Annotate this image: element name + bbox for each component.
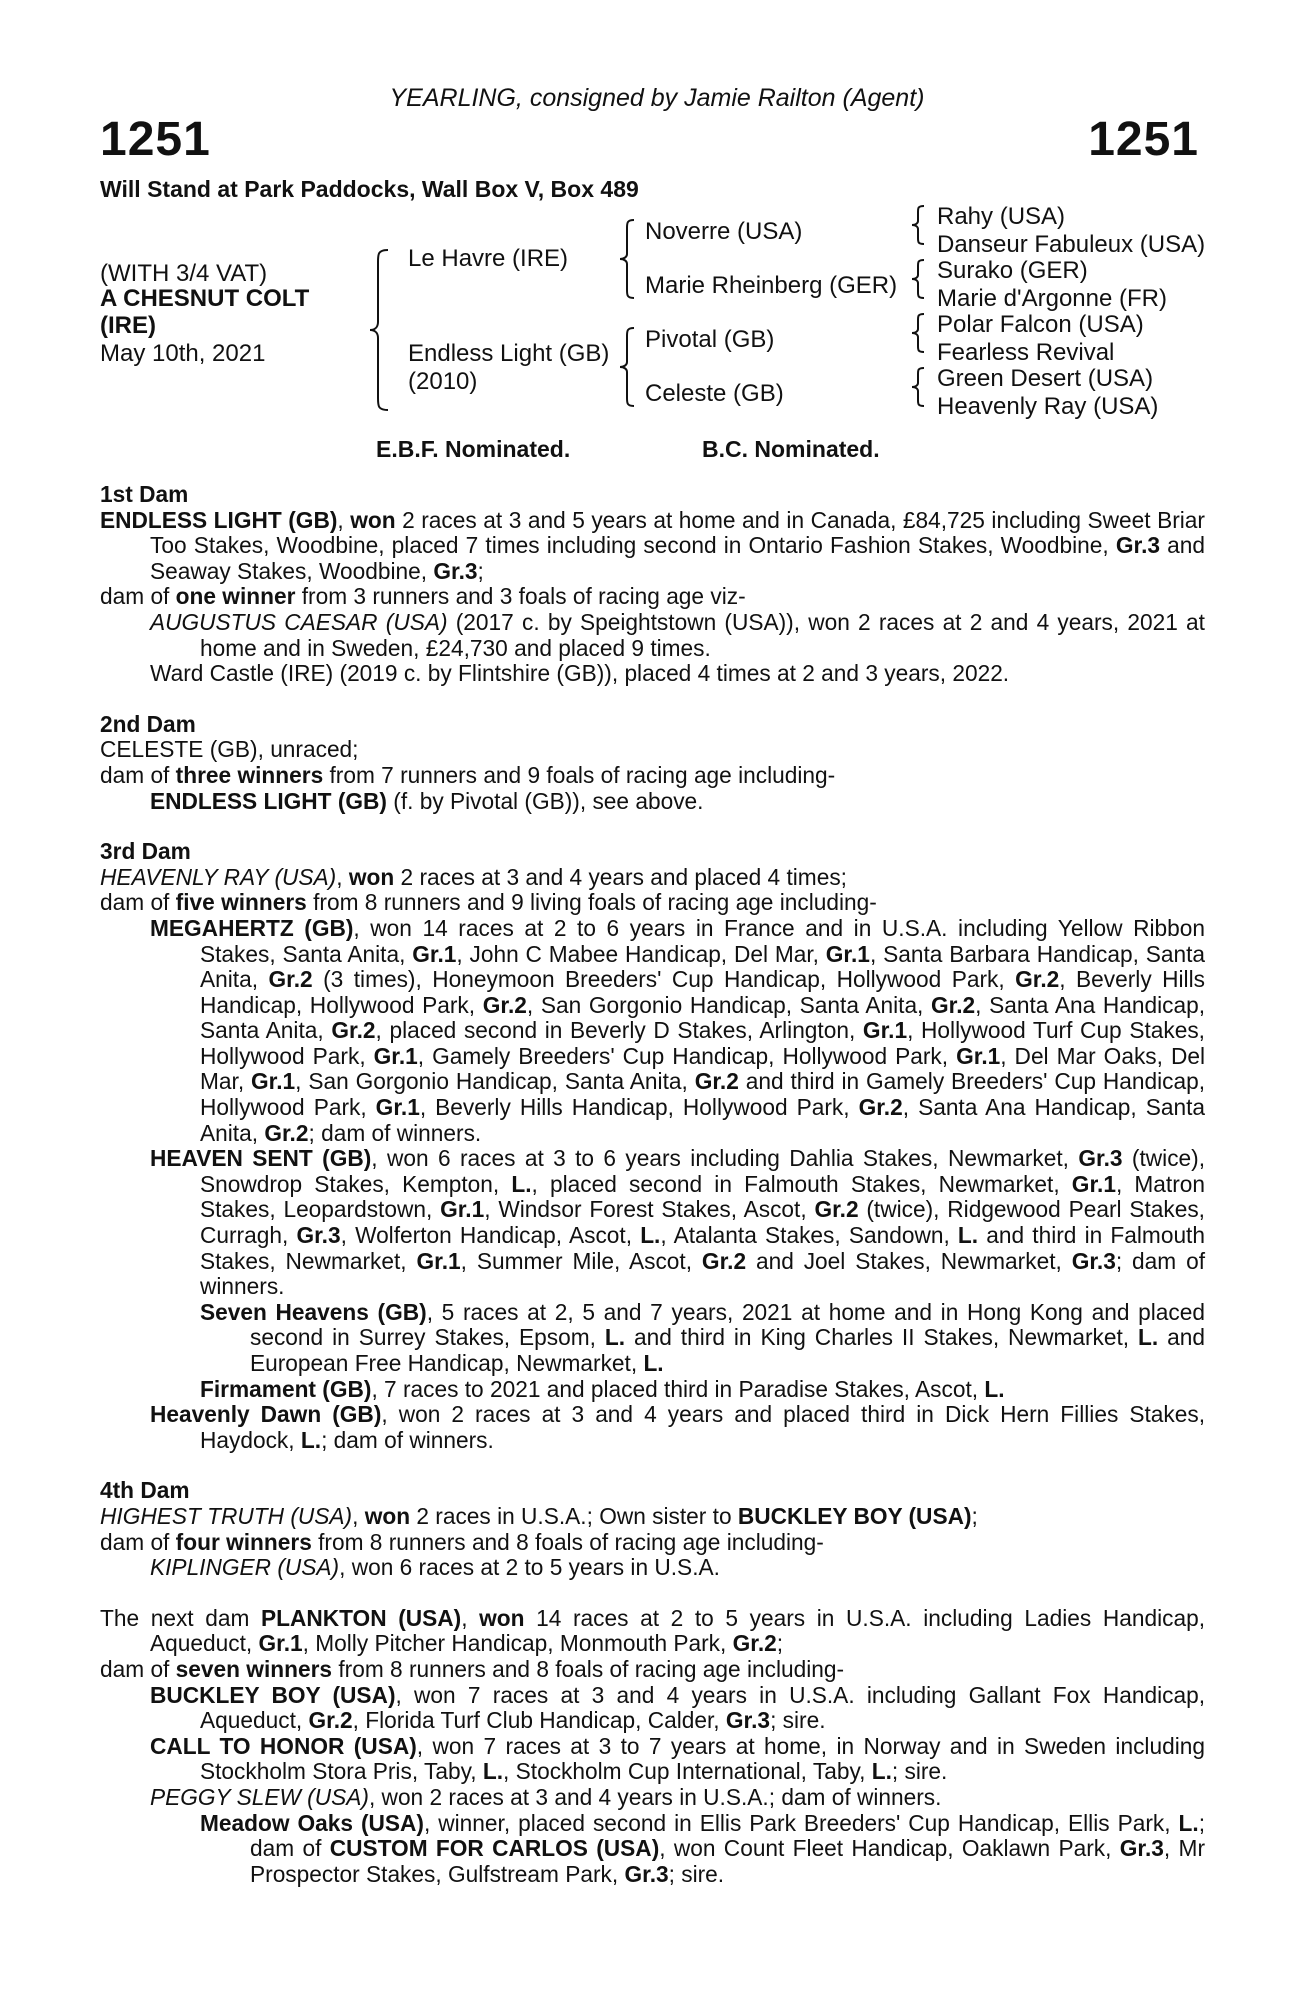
- text-run: (f. by Pivotal (GB)), see above.: [386, 787, 704, 814]
- text-run: and third in Falmouth Stakes, Newmarket,: [200, 1222, 1205, 1274]
- pedigree-gg8: Heavenly Ray (USA): [937, 393, 1159, 420]
- bc-nomination: B.C. Nominated.: [702, 436, 880, 462]
- bold-text-run: Gr.3: [1115, 532, 1160, 559]
- text-run: (twice), Ridgewood Pearl Stakes, Curragh,: [200, 1196, 1205, 1249]
- text-run: , Gamely Breeders' Cup Handicap, Hollywood Park,: [417, 1042, 957, 1069]
- text-run: ,: [352, 1502, 365, 1529]
- italic-text-run: AUGUSTUS CAESAR (USA): [150, 608, 448, 635]
- pedigree-brace-g1: [910, 204, 926, 246]
- bold-text-run: Heavenly Dawn (GB): [150, 1401, 382, 1428]
- text-run: , Santa Barbara Handicap, Santa Anita,: [200, 940, 1206, 993]
- text-run: , Santa Ana Handicap, Santa Anita,: [200, 1094, 1205, 1146]
- bold-text-run: Gr.3: [1078, 1145, 1123, 1172]
- lot-number-left: 1251: [100, 113, 211, 166]
- pedigree-dam-year: (2010): [408, 368, 478, 395]
- text-run: from 3 runners and 3 foals of racing age viz-: [295, 583, 746, 610]
- first-dam-foal: [100, 610, 1205, 661]
- bold-text-run: four winners: [175, 1528, 312, 1555]
- text-run: dam of: [100, 761, 176, 788]
- text-run: (2017 c. by Speightstown (USA)), won 2 races at 2 and 4 years, 2021 at home and in Sweden, £24,730 and placed 9 times.: [200, 608, 1205, 661]
- bold-text-run: BUCKLEY BOY (USA): [737, 1502, 972, 1529]
- pedigree-brace-dam: [618, 326, 636, 408]
- lot-title-line2: (IRE): [100, 312, 156, 339]
- bold-text-run: L.: [1178, 1809, 1199, 1836]
- text-run: , Hollywood Turf Cup Stakes, Hollywood Park,: [200, 1017, 1205, 1069]
- text-run: , Molly Pitcher Handicap, Monmouth Park,: [302, 1630, 733, 1657]
- bold-text-run: L.: [511, 1170, 532, 1197]
- second-dam-produce-summary: [100, 763, 1205, 789]
- bold-text-run: Gr.3: [1071, 1247, 1116, 1274]
- pedigree-sire-sire: Noverre (USA): [645, 218, 803, 245]
- bold-text-run: Gr.1: [258, 1630, 303, 1657]
- bold-text-run: ENDLESS LIGHT (GB): [100, 506, 338, 533]
- bold-text-run: Gr.1: [440, 1196, 485, 1223]
- text-run: and third in Gamely Breeders' Cup Handicap, Hollywood Park,: [200, 1068, 1205, 1121]
- text-run: CELESTE (GB), unraced;: [100, 736, 359, 763]
- italic-text-run: PEGGY SLEW (USA): [150, 1783, 369, 1810]
- next-dam-foal: [100, 1683, 1205, 1734]
- fourth-dam-produce-summary: [100, 1530, 1205, 1556]
- bold-text-run: L.: [300, 1426, 322, 1453]
- pedigree-gg1: Rahy (USA): [937, 203, 1066, 230]
- text-run: ; dam of winners.: [200, 1247, 1206, 1300]
- pedigree-gg3: Surako (GER): [937, 257, 1088, 284]
- text-run: 2 races at 3 and 4 years and placed 4 times;: [394, 863, 847, 890]
- text-run: , Beverly Hills Handicap, Hollywood Park,: [419, 1094, 859, 1121]
- bold-text-run: L.: [871, 1758, 892, 1785]
- bold-text-run: Gr.1: [1071, 1170, 1116, 1197]
- first-dam-foal: [100, 661, 1205, 687]
- bold-text-run: Gr.1: [825, 940, 870, 967]
- bold-text-run: Gr.1: [375, 1094, 420, 1121]
- bold-text-run: Gr.3: [433, 557, 478, 584]
- bold-text-run: Gr.2: [482, 991, 527, 1018]
- text-run: ; sire.: [668, 1860, 725, 1887]
- pedigree-sire: Le Havre (IRE): [408, 245, 569, 272]
- pedigree-sire-dam: Marie Rheinberg (GER): [645, 272, 898, 299]
- ebf-nomination: E.B.F. Nominated.: [376, 436, 571, 462]
- text-run: and European Free Handicap, Newmarket,: [250, 1324, 1205, 1376]
- bold-text-run: Gr.3: [624, 1860, 669, 1887]
- bold-text-run: won: [350, 506, 396, 533]
- third-dam-foal: [100, 1402, 1205, 1453]
- foaling-date: May 10th, 2021: [100, 340, 266, 367]
- text-run: and Seaway Stakes, Woodbine,: [150, 532, 1205, 584]
- third-dam-section: [100, 839, 1205, 1453]
- bold-text-run: won: [348, 863, 395, 890]
- text-run: ; dam of winners.: [321, 1426, 494, 1453]
- pedigree-brace-sire: [618, 218, 636, 300]
- next-dam-record: [100, 1606, 1205, 1657]
- text-run: 2 races at 3 and 5 years at home and in Canada, £84,725 including Sweet Briar Too Stakes, Woodbine, placed 7 times including second in Ontario Fashion Stakes, Woodbine,: [150, 506, 1205, 559]
- text-run: ;: [971, 1502, 978, 1529]
- lot-number-right: 1251: [1088, 113, 1199, 166]
- bold-text-run: CALL TO HONOR (USA): [150, 1732, 417, 1759]
- bold-text-run: Gr.2: [264, 1119, 309, 1146]
- bold-text-run: PLANKTON (USA): [260, 1604, 462, 1631]
- second-dam-record: [100, 737, 1205, 763]
- text-run: ;: [776, 1630, 784, 1657]
- text-run: , Atalanta Stakes, Sandown,: [660, 1222, 958, 1249]
- text-run: ,: [336, 863, 349, 890]
- text-run: , Stockholm Cup International, Taby,: [503, 1758, 872, 1785]
- bold-text-run: three winners: [175, 761, 324, 788]
- bold-text-run: Meadow Oaks (USA): [200, 1809, 424, 1836]
- next-dam-section: [100, 1606, 1205, 1888]
- bold-text-run: Firmament (GB): [200, 1375, 372, 1402]
- text-run: , Del Mar Oaks, Del Mar,: [200, 1042, 1205, 1095]
- text-run: , won 2 races at 3 and 4 years and placed third in Dick Hern Fillies Stakes, Haydock,: [200, 1401, 1205, 1453]
- text-run: , John C Mabee Handicap, Del Mar,: [456, 940, 826, 967]
- lot-title-line1: A CHESNUT COLT: [100, 285, 310, 312]
- bold-text-run: Gr.3: [1119, 1835, 1164, 1862]
- text-run: ,: [337, 506, 351, 533]
- second-dam-section: [100, 712, 1205, 814]
- bold-text-run: Gr.1: [373, 1042, 418, 1069]
- bold-text-run: L.: [640, 1222, 661, 1249]
- fourth-dam-section: [100, 1478, 1205, 1580]
- text-run: , placed second in Falmouth Stakes, Newmarket,: [531, 1170, 1072, 1197]
- bold-text-run: Gr.2: [331, 1017, 376, 1044]
- pedigree-gg6: Fearless Revival: [937, 339, 1115, 366]
- bold-text-run: one winner: [175, 583, 296, 610]
- fourth-dam-foal: [100, 1555, 1205, 1581]
- text-run: (twice), Snowdrop Stakes, Kempton,: [200, 1145, 1206, 1197]
- third-dam-foal: [100, 916, 1205, 1146]
- pedigree-dam-sire: Pivotal (GB): [645, 326, 775, 353]
- second-dam-heading: 2nd Dam: [100, 710, 196, 737]
- text-run: Ward Castle (IRE) (2019 c. by Flintshire (GB)), placed 4 times at 2 and 3 years, 2022.: [150, 660, 1010, 687]
- bold-text-run: HEAVEN SENT (GB): [150, 1145, 372, 1172]
- bold-text-run: Gr.3: [725, 1707, 771, 1734]
- catalogue-body: [100, 482, 1205, 1887]
- text-run: , won 6 races at 2 to 5 years in U.S.A.: [339, 1554, 720, 1581]
- text-run: dam of: [100, 1655, 176, 1682]
- text-run: ; dam of: [250, 1809, 1205, 1862]
- pedigree-brace-g2: [910, 258, 926, 300]
- bold-text-run: Gr.1: [251, 1068, 296, 1095]
- bold-text-run: Gr.3: [296, 1222, 341, 1249]
- bold-text-run: Gr.2: [1015, 966, 1060, 993]
- text-run: and Joel Stakes, Newmarket,: [746, 1247, 1072, 1274]
- bold-text-run: MEGAHERTZ (GB): [150, 914, 354, 941]
- text-run: from 8 runners and 9 living foals of racing age including-: [306, 889, 877, 916]
- first-dam-heading: 1st Dam: [100, 481, 189, 507]
- bold-text-run: Gr.2: [701, 1247, 747, 1274]
- bold-text-run: L.: [957, 1222, 979, 1249]
- next-dam-produce-summary: [100, 1657, 1205, 1683]
- fourth-dam-heading: 4th Dam: [100, 1477, 190, 1504]
- bold-text-run: ENDLESS LIGHT (GB): [150, 787, 387, 814]
- pedigree-brace-g3: [910, 312, 926, 354]
- bold-text-run: Gr.1: [862, 1017, 908, 1044]
- bold-text-run: CUSTOM FOR CARLOS (USA): [329, 1835, 660, 1862]
- third-dam-heading: 3rd Dam: [100, 838, 191, 865]
- text-run: , won 7 races at 3 to 7 years at home, in Norway and in Sweden including Stockholm Stora Pris, Taby,: [200, 1732, 1205, 1785]
- text-run: , Summer Mile, Ascot,: [460, 1247, 702, 1274]
- vat-note: (WITH 3/4 VAT): [100, 260, 268, 287]
- text-run: dam of: [100, 889, 176, 916]
- pedigree-dam: Endless Light (GB): [408, 340, 610, 367]
- text-run: dam of: [100, 1528, 176, 1555]
- pedigree-brace-main: [368, 248, 390, 412]
- text-run: (3 times), Honeymoon Breeders' Cup Handicap, Hollywood Park,: [312, 966, 1016, 993]
- text-run: ,: [461, 1604, 480, 1631]
- text-run: ; dam of winners.: [308, 1119, 482, 1146]
- third-dam-foal: [100, 1146, 1205, 1300]
- text-run: , won Count Fleet Handicap, Oaklawn Park,: [659, 1835, 1120, 1862]
- text-run: , Mr Prospector Stakes, Gulfstream Park,: [250, 1835, 1205, 1887]
- bold-text-run: L.: [643, 1350, 664, 1376]
- text-run: , Santa Ana Handicap, Santa Anita,: [200, 991, 1205, 1044]
- first-dam-produce-summary: [100, 584, 1205, 610]
- pedigree-dam-dam: Celeste (GB): [645, 380, 784, 407]
- next-dam-grandfoal: [100, 1811, 1205, 1888]
- bold-text-run: Gr.2: [308, 1707, 353, 1734]
- text-run: dam of: [100, 583, 176, 610]
- text-run: , 7 races to 2021 and placed third in Paradise Stakes, Ascot,: [371, 1375, 985, 1402]
- text-run: , won 2 races at 3 and 4 years in U.S.A.; dam of winners.: [368, 1783, 942, 1810]
- text-run: ;: [477, 557, 484, 584]
- second-dam-foal: [100, 789, 1205, 815]
- text-run: ; sire.: [770, 1707, 826, 1734]
- text-run: , placed second in Beverly D Stakes, Arlington,: [375, 1017, 863, 1044]
- bold-text-run: Gr.2: [732, 1630, 777, 1657]
- third-dam-record: [100, 865, 1205, 891]
- italic-text-run: HIGHEST TRUTH (USA): [100, 1502, 353, 1529]
- bold-text-run: Gr.2: [814, 1196, 859, 1223]
- bold-text-run: Gr.1: [412, 940, 457, 967]
- bold-text-run: five winners: [175, 889, 307, 916]
- italic-text-run: KIPLINGER (USA): [150, 1554, 340, 1581]
- text-run: , San Gorgonio Handicap, Santa Anita,: [295, 1068, 695, 1095]
- text-run: , Matron Stakes, Leopardstown,: [200, 1170, 1206, 1223]
- bold-text-run: won: [364, 1502, 411, 1529]
- text-run: from 7 runners and 9 foals of racing age including-: [323, 761, 836, 788]
- third-dam-grandfoal: [100, 1377, 1205, 1403]
- bold-text-run: Seven Heavens (GB): [200, 1298, 427, 1325]
- next-dam-foal: [100, 1734, 1205, 1785]
- text-run: The next dam: [100, 1604, 261, 1631]
- fourth-dam-record: [100, 1504, 1205, 1530]
- first-dam-section: [100, 482, 1205, 687]
- stable-location: Will Stand at Park Paddocks, Wall Box V, Box 489: [100, 176, 639, 202]
- text-run: ; sire.: [891, 1758, 948, 1785]
- third-dam-grandfoal: [100, 1300, 1205, 1377]
- italic-text-run: HEAVENLY RAY (USA): [100, 863, 337, 890]
- next-dam-foal: [100, 1785, 1205, 1811]
- pedigree-gg5: Polar Falcon (USA): [937, 311, 1144, 338]
- pedigree-gg2: Danseur Fabuleux (USA): [937, 231, 1206, 258]
- consignment-line: YEARLING, consigned by Jamie Railton (Agent): [389, 84, 925, 112]
- text-run: , San Gorgonio Handicap, Santa Anita,: [526, 991, 932, 1018]
- bold-text-run: won: [479, 1604, 525, 1631]
- text-run: , winner, placed second in Ellis Park Breeders' Cup Handicap, Ellis Park,: [423, 1809, 1179, 1836]
- text-run: , Florida Turf Club Handicap, Calder,: [352, 1707, 726, 1734]
- text-run: , won 7 races at 3 and 4 years in U.S.A. including Gallant Fox Handicap, Aqueduct,: [200, 1681, 1205, 1734]
- bold-text-run: seven winners: [175, 1655, 333, 1682]
- bold-text-run: Gr.2: [931, 991, 976, 1018]
- text-run: and third in King Charles II Stakes, Newmarket,: [625, 1324, 1139, 1351]
- bold-text-run: L.: [984, 1375, 1005, 1402]
- bold-text-run: BUCKLEY BOY (USA): [150, 1681, 396, 1708]
- bold-text-run: L.: [1138, 1324, 1159, 1351]
- pedigree-brace-g4: [910, 366, 926, 408]
- text-run: from 8 runners and 8 foals of racing age including-: [332, 1655, 845, 1682]
- text-run: , 5 races at 2, 5 and 7 years, 2021 at home and in Hong Kong and placed second in Surrey Stakes, Epsom,: [250, 1298, 1205, 1351]
- text-run: , won 6 races at 3 to 6 years including Dahlia Stakes, Newmarket,: [371, 1145, 1079, 1172]
- text-run: , won 14 races at 2 to 6 years in France and in U.S.A. including Yellow Ribbon Stakes, Santa Anita,: [200, 914, 1206, 967]
- bold-text-run: Gr.2: [858, 1094, 903, 1121]
- bold-text-run: Gr.2: [694, 1068, 739, 1095]
- text-run: , Wolferton Handicap, Ascot,: [340, 1222, 641, 1249]
- bold-text-run: Gr.2: [268, 966, 313, 993]
- bold-text-run: L.: [604, 1324, 626, 1351]
- text-run: 14 races at 2 to 5 years in U.S.A. including Ladies Handicap, Aqueduct,: [150, 1604, 1205, 1657]
- bold-text-run: Gr.1: [956, 1042, 1001, 1069]
- text-run: 2 races in U.S.A.; Own sister to: [410, 1502, 738, 1529]
- pedigree-gg4: Marie d'Argonne (FR): [937, 285, 1167, 312]
- bold-text-run: Gr.1: [416, 1247, 461, 1274]
- text-run: , Windsor Forest Stakes, Ascot,: [484, 1196, 815, 1223]
- third-dam-produce-summary: [100, 890, 1205, 916]
- text-run: , Beverly Hills Handicap, Hollywood Park,: [200, 966, 1205, 1018]
- bold-text-run: L.: [482, 1758, 504, 1785]
- first-dam-record: [100, 508, 1205, 585]
- pedigree-gg7: Green Desert (USA): [937, 365, 1154, 392]
- text-run: from 8 runners and 8 foals of racing age including-: [311, 1528, 824, 1555]
